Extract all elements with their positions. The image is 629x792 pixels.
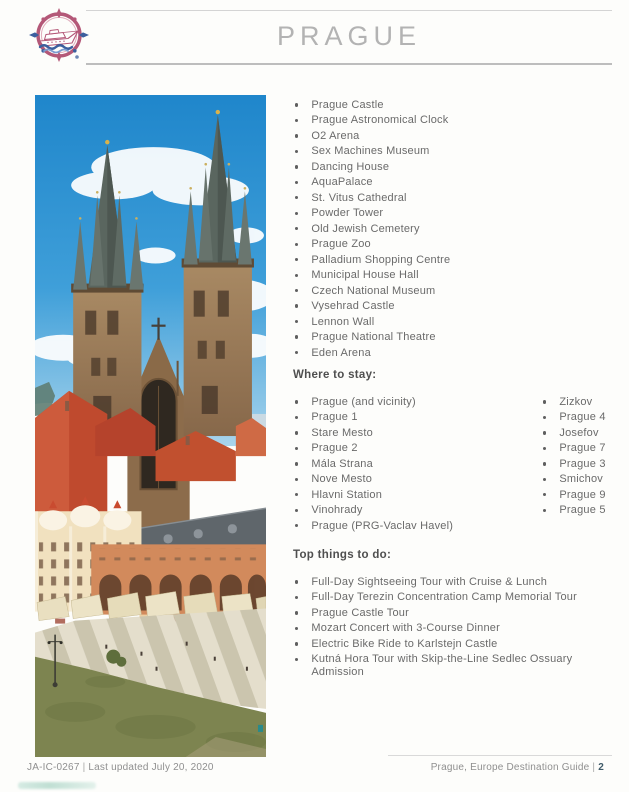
stay-list-column-1	[293, 396, 538, 535]
list-item-label: Vinohrady	[311, 504, 363, 517]
footer-rule	[388, 755, 612, 756]
list-item	[293, 396, 538, 408]
footer-separator: |	[592, 762, 596, 773]
page-number: 2	[598, 762, 604, 773]
list-item-label: Josefov	[559, 426, 599, 439]
scan-artifact-teal-mark	[18, 782, 96, 789]
list-item	[293, 223, 623, 235]
list-item-label: Zizkov	[559, 396, 593, 408]
list-item-label: Lennon Wall	[311, 315, 375, 328]
top-things-heading: Top things to do:	[293, 549, 392, 561]
guide-title-text: Prague, Europe Destination Guide	[430, 762, 590, 773]
list-item	[293, 238, 623, 250]
list-item	[293, 411, 538, 423]
list-item	[293, 269, 623, 281]
list-item-label: AquaPalace	[311, 176, 373, 189]
list-item	[293, 316, 623, 328]
footer-guide-info	[431, 762, 604, 773]
list-item	[293, 591, 585, 603]
list-item-label: O2 Arena	[311, 129, 360, 142]
list-item-label: Full-Day Sightseeing Tour with Cruise & Lunch	[311, 576, 548, 588]
list-item	[541, 458, 629, 470]
list-item-label: St. Vitus Cathedral	[311, 191, 407, 204]
attractions-list	[293, 99, 623, 362]
list-item-label: Vysehrad Castle	[311, 300, 395, 313]
header-rule-bottom	[86, 63, 612, 65]
list-item	[541, 504, 629, 516]
list-item-label: Palladium Shopping Centre	[311, 253, 451, 266]
list-item-label: Nove Mesto	[311, 473, 373, 486]
list-item	[293, 458, 538, 470]
list-item	[293, 285, 623, 297]
list-item-label: Old Jewish Cemetery	[311, 222, 420, 235]
where-to-stay-heading: Where to stay:	[293, 369, 377, 381]
list-item	[293, 489, 538, 501]
list-item-label: Prague Castle	[311, 99, 384, 111]
list-item	[541, 396, 629, 408]
list-item-label: Prague 4	[559, 411, 606, 424]
list-item-label: Mozart Concert with 3-Course Dinner	[311, 622, 500, 635]
list-item	[293, 504, 538, 516]
list-item-label: Municipal House Hall	[311, 269, 419, 282]
list-item-label: Eden Arena	[311, 346, 371, 359]
list-item	[541, 427, 629, 439]
footer-separator: |	[82, 762, 86, 773]
list-item-label: Prague 3	[559, 457, 606, 470]
list-item	[293, 520, 538, 532]
last-updated-text: Last updated July 20, 2020	[88, 762, 214, 773]
list-item	[293, 331, 623, 343]
list-item	[293, 300, 623, 312]
list-item-label: Dancing House	[311, 160, 390, 173]
list-item	[293, 130, 623, 142]
footer-doc-info	[27, 762, 214, 773]
cruise-compass-logo-icon	[27, 6, 91, 66]
list-item	[293, 427, 538, 439]
list-item-label: Prague Astronomical Clock	[311, 114, 449, 127]
prague-tyn-church-photo	[35, 95, 266, 757]
list-item	[541, 489, 629, 501]
list-item	[293, 176, 623, 188]
list-item-label: Prague 9	[559, 488, 606, 501]
list-item	[293, 207, 623, 219]
list-item	[293, 254, 623, 266]
list-item	[293, 576, 585, 588]
list-item	[293, 622, 585, 634]
header-rule-top	[86, 10, 612, 11]
list-item	[541, 411, 629, 423]
list-item-label: Mála Strana	[311, 457, 373, 470]
list-item-label: Prague (PRG-Vaclav Havel)	[311, 519, 454, 532]
list-item	[293, 347, 623, 359]
list-item	[293, 473, 538, 485]
list-item-label: Prague National Theatre	[311, 331, 436, 344]
list-item-label: Prague 5	[559, 504, 606, 517]
list-item-label: Kutná Hora Tour with Skip-the-Line Sedlec Ossuary Admission	[311, 653, 573, 678]
list-item	[293, 99, 623, 111]
doc-id: JA-IC-0267	[27, 762, 80, 773]
list-item-label: Prague Zoo	[311, 238, 371, 251]
list-item-label: Full-Day Terezin Concentration Camp Memorial Tour	[311, 591, 577, 604]
list-item-label: Prague (and vicinity)	[311, 396, 416, 408]
list-item	[293, 607, 585, 619]
list-item-label: Powder Tower	[311, 207, 384, 220]
list-item-label: Prague 7	[559, 442, 606, 455]
list-item	[293, 114, 623, 126]
list-item-label: Prague 1	[311, 411, 358, 424]
stay-list-column-2	[541, 396, 629, 520]
list-item-label: Prague Castle Tour	[311, 606, 409, 619]
list-item-label: Prague 2	[311, 442, 358, 455]
list-item-label: Smichov	[559, 473, 603, 486]
page-title: PRAGUE	[276, 21, 422, 51]
list-item	[541, 442, 629, 454]
list-item	[293, 442, 538, 454]
list-item	[293, 192, 623, 204]
top-things-list	[293, 576, 585, 681]
list-item-label: Stare Mesto	[311, 426, 373, 439]
list-item-label: Hlavni Station	[311, 488, 383, 501]
list-item	[541, 473, 629, 485]
list-item	[293, 145, 623, 157]
list-item	[293, 638, 585, 650]
list-item	[293, 653, 585, 678]
list-item-label: Sex Machines Museum	[311, 145, 430, 158]
list-item-label: Electric Bike Ride to Karlstejn Castle	[311, 637, 498, 650]
list-item	[293, 161, 623, 173]
list-item-label: Czech National Museum	[311, 284, 436, 297]
